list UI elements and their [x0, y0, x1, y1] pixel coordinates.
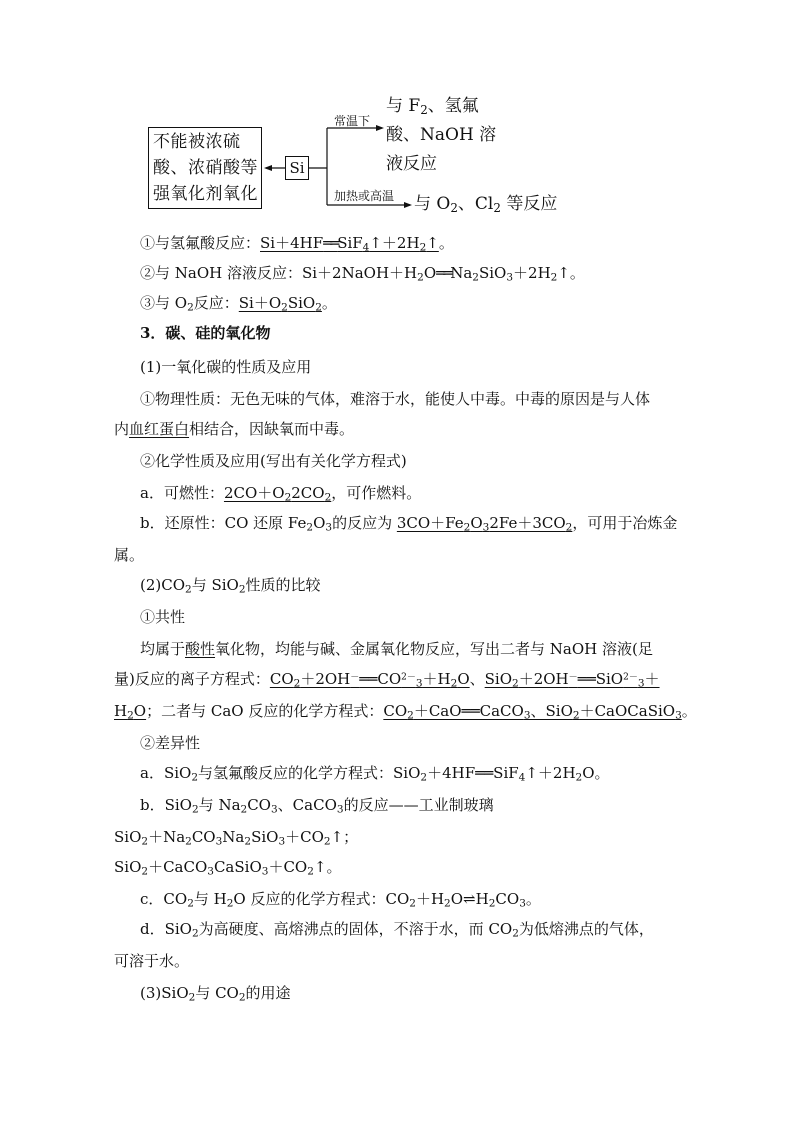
upper-reaction-text: 与 $F_2$、氢氟 — [386, 96, 479, 117]
upper-reaction-text-2: 酸、NaOH 溶 — [386, 125, 497, 145]
paragraph-line: 内血红蛋白相结合，因缺氧而中毒。 — [114, 420, 355, 438]
silicon-reaction-diagram — [0, 0, 794, 230]
equation-line: $SiO_2+CaCO_3CaSiO_3+CO_2↑$。 — [114, 858, 342, 878]
section-heading: 3．碳、硅的氧化物 — [140, 324, 271, 342]
glass-making-line: b．SiO$_2$与 $Na_2CO_3$、CaCO$_3$的反应——工业制玻璃 — [140, 796, 494, 816]
si-box: Si — [285, 156, 309, 180]
subsection-heading: $(2)CO_2$与 SiO$_2$性质的比较 — [140, 576, 321, 596]
lower-reaction-text: 与 $O_2$、$Cl_2$ 等反应 — [414, 194, 558, 215]
hf-reaction-line: ①与氢氟酸反应：$Si+4HF══SiF_4↑+2H_2↑$。 — [140, 234, 454, 254]
upper-reaction-text-3: 液反应 — [386, 154, 437, 174]
paragraph-line: 可溶于水。 — [114, 952, 190, 970]
subsection-heading: (1)一氧化碳的性质及应用 — [140, 358, 312, 376]
o2-reaction-line: ③与 $O_2$反应：$Si+O_2SiO_2$。 — [140, 294, 337, 314]
equation-line: $SiO_2+Na_2CO_3Na_2SiO_3+CO_2↑$； — [114, 828, 359, 848]
paragraph-line: ①共性 — [140, 608, 186, 626]
paragraph-line: ①物理性质：无色无味的气体，难溶于水，能使人中毒。中毒的原因是与人体 — [140, 390, 651, 408]
box-line: 不能被浓硫 — [153, 132, 241, 152]
ionic-equation-line: 量)反应的离子方程式：$CO_2+2OH^-══CO^{2-}_3+H_2O$、SiO$_2$＋2OH－══SiO$^{2-}_3$＋ — [114, 670, 660, 690]
cao-equation-line: $H_2O$；二者与 CaO 反应的化学方程式：$CO_2+CaO══CaCO_3$、SiO$_2$＋CaOCaSiO$_3$。 — [114, 702, 697, 722]
paragraph-line: d．SiO$_2$为高硬度、高熔沸点的固体，不溶于水，而 $CO_2$为低熔沸点的气体， — [140, 920, 654, 940]
paragraph-line: 属。 — [114, 546, 145, 564]
heating-label: 加热或高温 — [334, 189, 395, 203]
sio2-hf-line: a．SiO$_2$与氢氟酸反应的化学方程式：$SiO_2+4HF══SiF_4↑+2H_2O$。 — [140, 764, 610, 784]
box-line: 酸、浓硝酸等 — [153, 158, 258, 178]
paragraph-line: 均属于酸性氧化物，均能与碱、金属氧化物反应，写出二者与 NaOH 溶液(足 — [140, 640, 653, 658]
co2-water-line: c．$CO_2$与 $H_2O$ 反应的化学方程式：$CO_2+H_2O\rightleftharpoons H_2CO_3$。 — [140, 890, 541, 910]
room-temperature-label: 常温下 — [334, 114, 371, 128]
subsection-heading: (3)SiO$_2$与 $CO_2$的用途 — [140, 984, 291, 1004]
naoh-reaction-line: ②与 NaOH 溶液反应：$Si+2NaOH+H_2O══Na_2SiO_3+2H_2↑$。 — [140, 264, 585, 284]
reduction-line: b．还原性：CO 还原 $Fe_2O_3$的反应为 $3CO+Fe_2O_32Fe+3CO_2$，可用于冶炼金 — [140, 514, 678, 534]
paragraph-line: ②化学性质及应用(写出有关化学方程式) — [140, 452, 407, 470]
paragraph-line: ②差异性 — [140, 734, 201, 752]
combustion-line: a．可燃性：$2CO+O_22CO_2$，可作燃料。 — [140, 484, 422, 504]
box-line: 强氧化剂氧化 — [153, 184, 258, 204]
